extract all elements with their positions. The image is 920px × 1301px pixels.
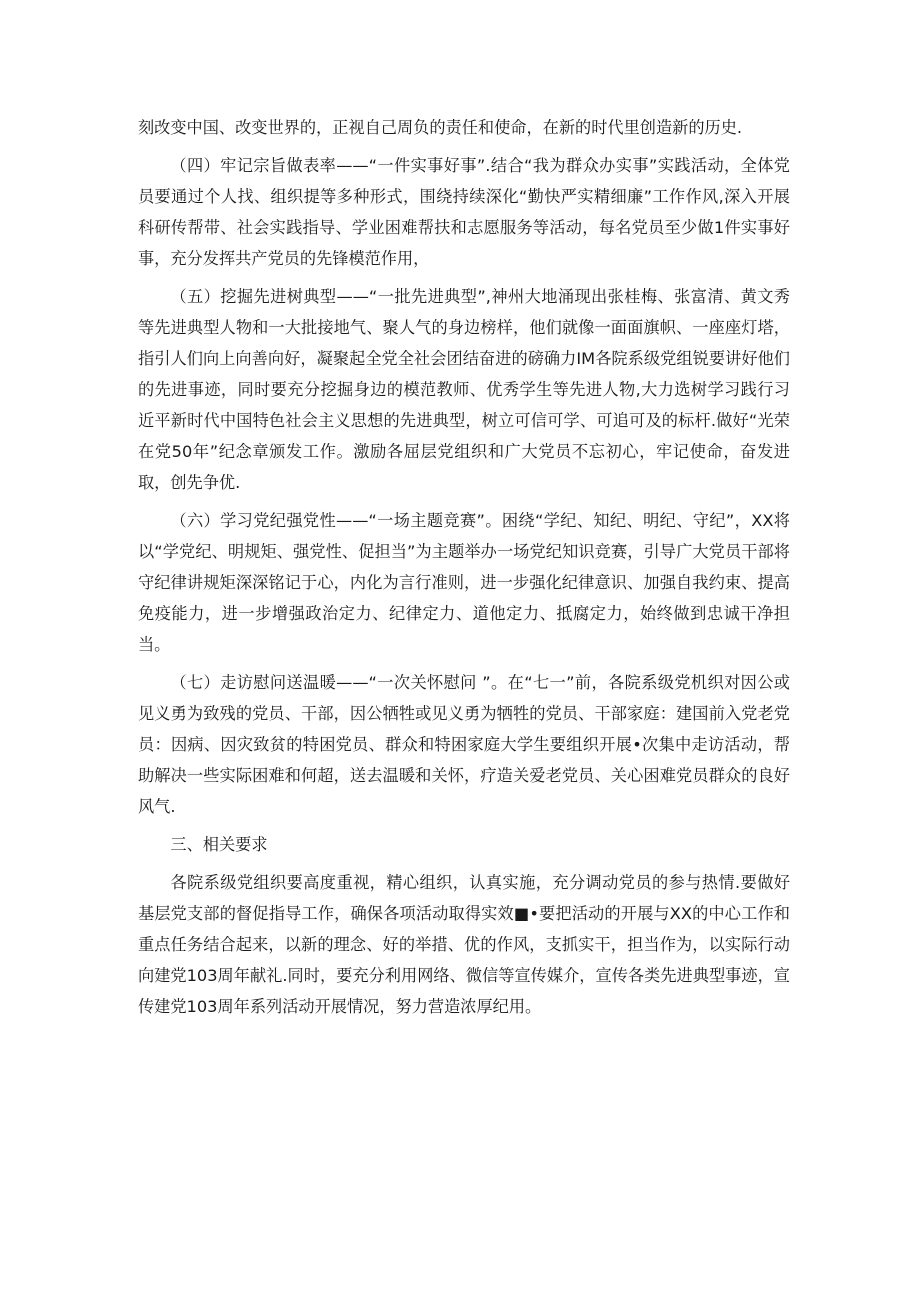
paragraph-item-4: （四）牢记宗旨做表率——“一件实事好事”.结合“我为群众办实事”实践活动，全体党员要通过个人找、组织提等多种形式，围绕持续深化“勤快严实精细廉”工作作风,深入开展科研传帮带、社会实践指导、学业困难帮扶和志愿服务等活动，每名党员至少做1件实事好事，充分发挥共产党员的先锋模范作用， — [138, 156, 790, 268]
paragraph-gap — [138, 660, 790, 667]
paragraph-item-6: （六）学习党纪强党性——“一场主题竞赛”。困绕“学纪、知纪、明纪、守纪”，XX将以“学党纪、明规矩、强党性、促担当”为主题举办一场党纪知识竞赛，引导广大党员干部将守纪律讲规矩深深铭记于心，内化为言行准则，进一步强化纪律意识、加强自我约束、提高免疫能力，进一步增强政治定力、纪律定力、道他定力、抵腐定力，始终做到忠诚干净担当。 — [138, 511, 790, 654]
paragraph-gap — [138, 860, 790, 867]
paragraph-item-7: （七）走访慰问送温暖——“一次关怀慰问 ”。在“七一”前，各院系级党机织对因公或见义勇为致残的党员、干部，因公牺牲或见义勇为牺牲的党员、干部家庭：建国前入党老党员：因病、因灾致贫的特困党员、群众和特困家庭大学生要组织开展•次集中走访活动，帮助解决一些实际困难和何超，送去温暖和关怀，疗造关爱老党员、关心困难党员群众的良好风气. — [138, 673, 790, 816]
paragraph-continuation: 刻改变中国、改变世界的，正视自己周负的责任和使命，在新的时代里创造新的历史. — [138, 118, 743, 137]
paragraph-item-5: （五）挖掘先进树典型——“一批先进典型”,神州大地涌现出张桂梅、张富清、黄文秀等先进典型人物和一大批接地气、聚人气的身边榜样，他们就像一面面旗帜、一座座灯塔，指引人们向上向善向好，凝聚起全党全社会团结奋进的磅确力IM各院系级党组锐要讲好他们的先进事迹，同时要充分挖掘身边的模范教师、优秀学生等先进人物,大力选树学习践行习近平新时代中国特色社会主义思想的先进典型，树立可信可学、可追可及的标杆.做好“光荣在党50年”纪念章颁发工作。激励各屈层党组织和广大党员不忘初心，牢记使命，奋发进取，创先争优. — [138, 287, 790, 492]
paragraph-gap — [138, 498, 790, 505]
paragraph-gap — [138, 143, 790, 150]
paragraph-gap — [138, 822, 790, 829]
section-heading-requirements: 三、相关要求 — [170, 835, 268, 854]
document-page — [138, 112, 790, 1022]
paragraph-requirements: 各院系级党组织要高度重视，精心组织，认真实施，充分调动党员的参与热情.要做好基层党支部的督促指导工作，确保各项活动取得实效■•要把活动的开展与XX的中心工作和重点任务结合起来，以新的理念、好的举措、优的作风，支抓实干，担当作为，以实际行动向建党103周年献礼.同时，要充分利用网络、微信等宣传媒介，宣传各类先进典型事迹，宣传建党103周年系列活动开展情况，努力营造浓厚纪用。 — [138, 873, 790, 1016]
paragraph-gap — [138, 274, 790, 281]
